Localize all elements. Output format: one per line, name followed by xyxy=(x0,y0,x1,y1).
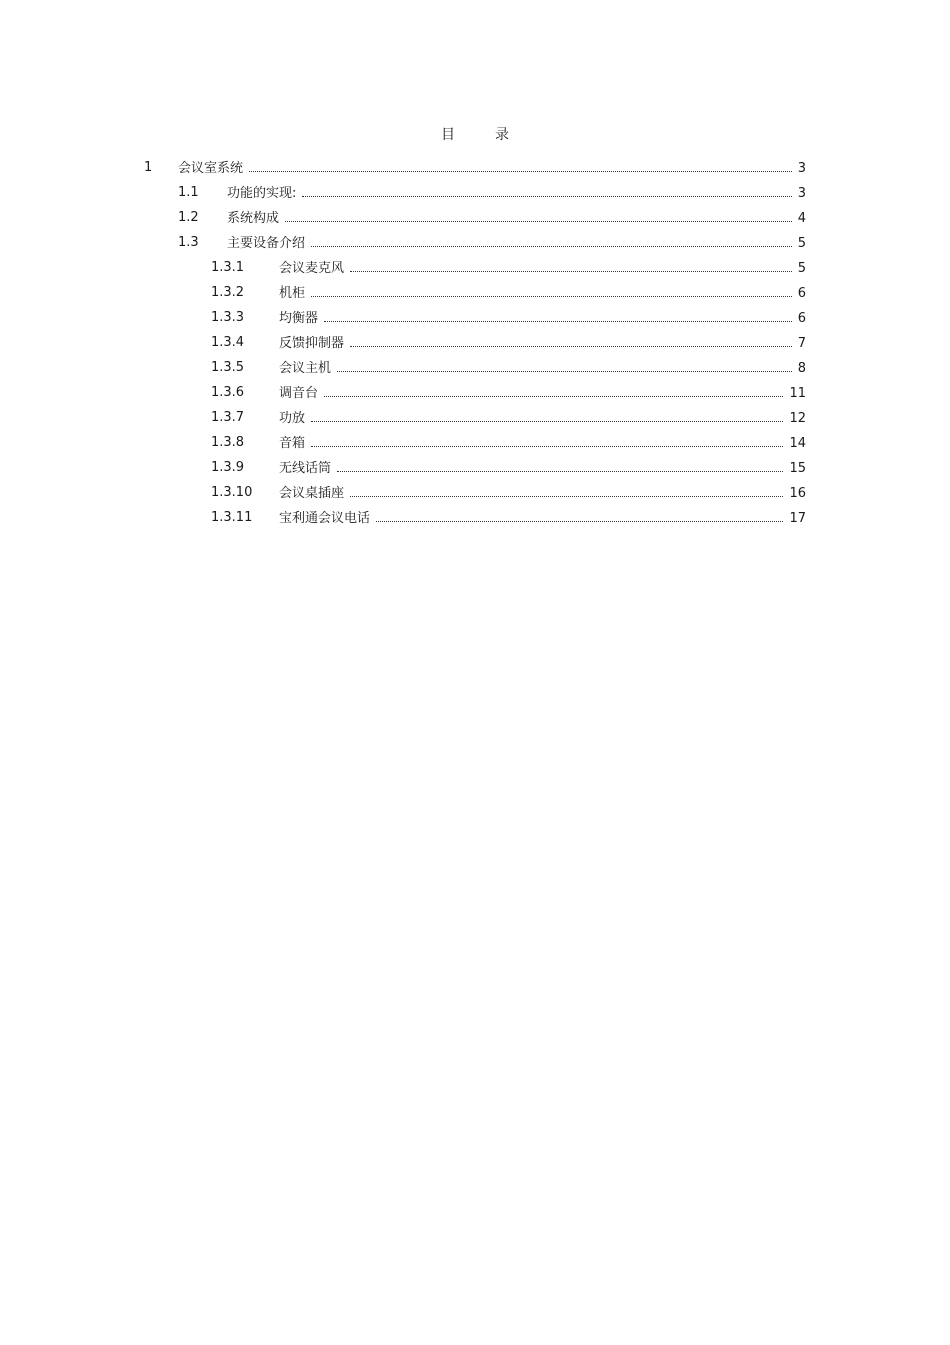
toc-entry-label: 功放 xyxy=(279,411,306,426)
toc-entry-page: 16 xyxy=(789,486,806,501)
toc-entry[interactable] xyxy=(0,332,950,357)
toc-entry-label: 机柜 xyxy=(279,286,306,301)
dot-leader xyxy=(302,182,791,197)
toc-entry[interactable] xyxy=(0,457,950,482)
dot-leader xyxy=(350,482,783,497)
toc-entry[interactable] xyxy=(0,282,950,307)
toc-entry[interactable] xyxy=(0,307,950,332)
toc-entry-number: 1.3.6 xyxy=(211,385,245,400)
toc-entry-page: 8 xyxy=(797,361,806,376)
toc-entry-label: 功能的实现: xyxy=(227,186,297,201)
toc-entry-page: 5 xyxy=(797,236,806,251)
toc-entry-page: 3 xyxy=(797,161,806,176)
toc-entry[interactable] xyxy=(0,257,950,282)
toc-entry-label: 反馈抑制器 xyxy=(279,336,345,351)
toc-entry[interactable] xyxy=(0,357,950,382)
toc-entry[interactable] xyxy=(0,382,950,407)
dot-leader xyxy=(249,157,792,172)
toc-entry-label: 均衡器 xyxy=(279,311,319,326)
dot-leader xyxy=(350,332,792,347)
toc-entry-page: 17 xyxy=(789,511,806,526)
toc-entry-page: 7 xyxy=(797,336,806,351)
dot-leader xyxy=(376,507,783,522)
toc-entry-page: 15 xyxy=(789,461,806,476)
toc-entry-number: 1.3.4 xyxy=(211,335,245,350)
toc-entry[interactable] xyxy=(0,507,950,532)
toc-entry-label: 音箱 xyxy=(279,436,306,451)
toc-entry-page: 11 xyxy=(789,386,806,401)
toc-entry-number: 1.3 xyxy=(178,235,199,250)
toc-entry-number: 1.3.7 xyxy=(211,410,245,425)
toc-entry-number: 1.3.3 xyxy=(211,310,245,325)
dot-leader xyxy=(350,257,792,272)
toc-entry-page: 6 xyxy=(797,311,806,326)
toc-entry-number: 1.3.5 xyxy=(211,360,245,375)
toc-title-char-1: 目 xyxy=(441,127,455,143)
toc-entry-number: 1.3.10 xyxy=(211,485,253,500)
toc-entry-number: 1.3.8 xyxy=(211,435,245,450)
toc-entry-label: 主要设备介绍 xyxy=(227,236,306,251)
toc-entry-label: 无线话筒 xyxy=(279,461,332,476)
dot-leader xyxy=(337,457,783,472)
toc-entry-number: 1.3.11 xyxy=(211,510,253,525)
toc-entry-number: 1.3.2 xyxy=(211,285,245,300)
table-of-contents xyxy=(0,157,950,532)
toc-entry-label: 会议桌插座 xyxy=(279,486,345,501)
toc-entry-number: 1.3.9 xyxy=(211,460,245,475)
toc-entry[interactable] xyxy=(0,432,950,457)
toc-entry-page: 3 xyxy=(797,186,806,201)
dot-leader xyxy=(324,382,783,397)
toc-entry-number: 1.1 xyxy=(178,185,199,200)
toc-entry-label: 宝利通会议电话 xyxy=(279,511,371,526)
toc-entry[interactable] xyxy=(0,182,950,207)
toc-entry-label: 会议主机 xyxy=(279,361,332,376)
dot-leader xyxy=(285,207,792,222)
toc-entry-label: 系统构成 xyxy=(227,211,280,226)
dot-leader xyxy=(311,232,792,247)
toc-entry-label: 调音台 xyxy=(279,386,319,401)
toc-entry-number: 1 xyxy=(144,160,153,175)
toc-entry[interactable] xyxy=(0,157,950,182)
toc-entry[interactable] xyxy=(0,207,950,232)
dot-leader xyxy=(311,282,792,297)
toc-entry-page: 14 xyxy=(789,436,806,451)
toc-entry-page: 12 xyxy=(789,411,806,426)
toc-entry-page: 4 xyxy=(797,211,806,226)
toc-entry-page: 5 xyxy=(797,261,806,276)
toc-entry-label: 会议室系统 xyxy=(178,161,244,176)
toc-entry[interactable] xyxy=(0,232,950,257)
toc-entry[interactable] xyxy=(0,407,950,432)
toc-entry-number: 1.2 xyxy=(178,210,199,225)
toc-entry-label: 会议麦克风 xyxy=(279,261,345,276)
toc-entry[interactable] xyxy=(0,482,950,507)
toc-entry-number: 1.3.1 xyxy=(211,260,245,275)
dot-leader xyxy=(311,432,783,447)
toc-entry-page: 6 xyxy=(797,286,806,301)
dot-leader xyxy=(311,407,783,422)
toc-title-char-2: 录 xyxy=(495,127,509,143)
dot-leader xyxy=(324,307,792,322)
dot-leader xyxy=(337,357,792,372)
toc-title xyxy=(0,124,950,144)
